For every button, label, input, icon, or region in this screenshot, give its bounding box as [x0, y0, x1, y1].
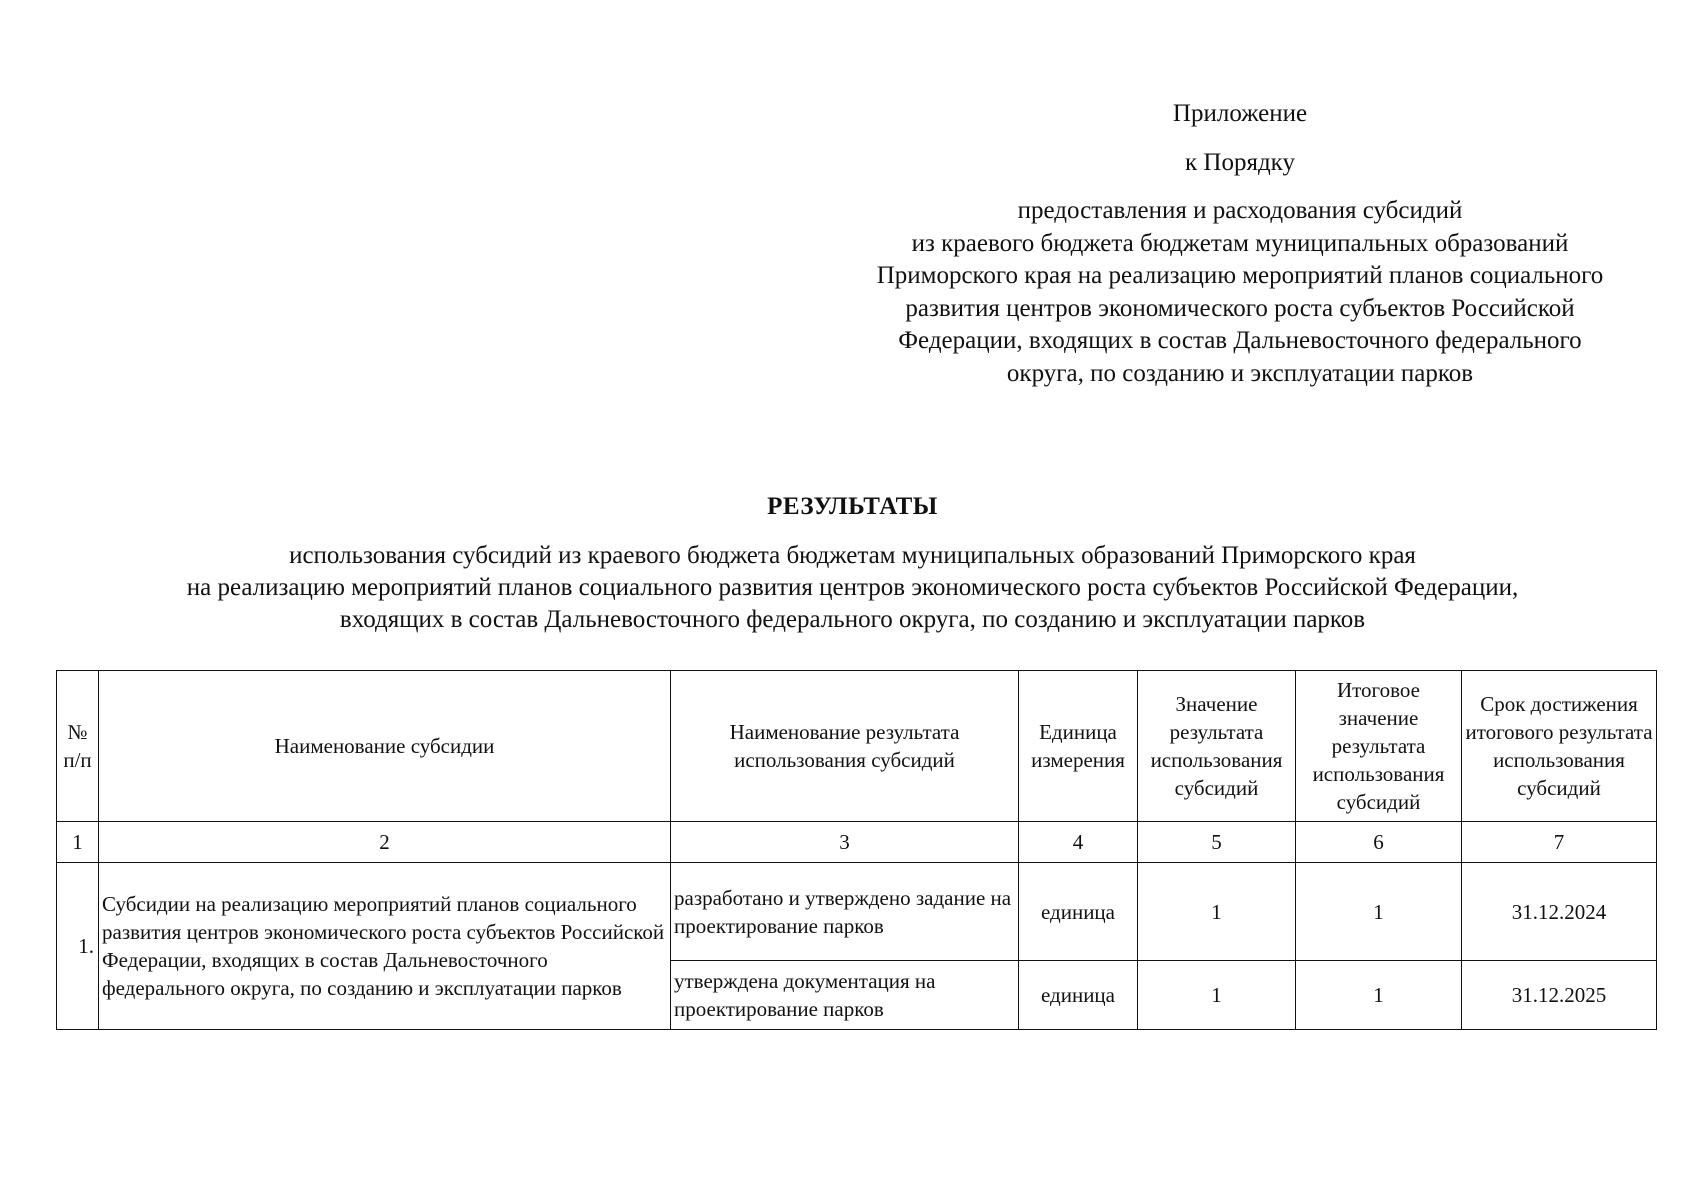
- result-name-cell: разработано и утверждено задание на проектирование парков: [671, 863, 1019, 961]
- column-number: 4: [1019, 822, 1138, 863]
- table-row: [57, 863, 1657, 961]
- header-final-value: Итоговое значение результата использования субсидий: [1296, 671, 1462, 822]
- column-number: 1: [57, 822, 99, 863]
- deadline-cell: 31.12.2024: [1462, 863, 1657, 961]
- unit-cell: единица: [1019, 863, 1138, 961]
- column-numbers-row: [57, 822, 1657, 863]
- results-subtitle-line: использования субсидий из краевого бюджета бюджетам муниципальных образований Приморского края: [289, 542, 1416, 569]
- final-value-cell: 1: [1296, 863, 1462, 961]
- column-number: 5: [1138, 822, 1296, 863]
- row-number: 1.: [57, 863, 99, 1030]
- value-cell: 1: [1138, 863, 1296, 961]
- header-subsidy-name: Наименование субсидии: [99, 671, 671, 822]
- header-result-name: Наименование результата использования субсидий: [671, 671, 1019, 822]
- subsidy-name-cell: Субсидии на реализацию мероприятий планов социального развития центров экономического роста субъектов Российской Федерации, входящих в состав Дальневосточного федерального округа, по созданию и эксплуатации парков: [99, 863, 671, 1030]
- result-name-cell: утверждена документация на проектирование парков: [671, 961, 1019, 1030]
- results-table: [56, 670, 1657, 1030]
- appendix-line: округа, по созданию и эксплуатации парков: [1006, 359, 1474, 387]
- appendix-to-order: к Порядку: [1185, 148, 1295, 176]
- appendix-title: Приложение: [1172, 100, 1308, 127]
- header-unit: Единица измерения: [1019, 671, 1138, 822]
- value-cell: 1: [1138, 961, 1296, 1030]
- appendix-line: из краевого бюджета бюджетам муниципальных образований: [911, 229, 1569, 257]
- header-value: Значение результата использования субсидий: [1138, 671, 1296, 822]
- final-value-cell: 1: [1296, 961, 1462, 1030]
- appendix-line: развития центров экономического роста субъектов Российской: [905, 294, 1575, 322]
- header-deadline: Срок достижения итогового результата использования субсидий: [1462, 671, 1657, 822]
- unit-cell: единица: [1019, 961, 1138, 1030]
- results-subtitle: [0, 540, 1697, 636]
- table-header-row: [57, 671, 1657, 822]
- deadline-cell: 31.12.2025: [1462, 961, 1657, 1030]
- header-number: № п/п: [57, 671, 99, 822]
- results-subtitle-line: на реализацию мероприятий планов социального развития центров экономического роста субъектов Российской Федерации,: [186, 574, 1519, 601]
- results-subtitle-line: входящих в состав Дальневосточного федерального округа, по созданию и эксплуатации парков: [339, 606, 1366, 633]
- appendix-line: предоставления и расходования субсидий: [1017, 197, 1463, 224]
- appendix-line: Приморского края на реализацию мероприятий планов социального: [876, 262, 1604, 289]
- column-number: 7: [1462, 822, 1657, 863]
- column-number: 3: [671, 822, 1019, 863]
- column-number: 2: [99, 822, 671, 863]
- appendix-line: Федерации, входящих в состав Дальневосточного федерального: [898, 327, 1582, 354]
- results-title: РЕЗУЛЬТАТЫ: [767, 493, 938, 520]
- column-number: 6: [1296, 822, 1462, 863]
- appendix-description: [800, 195, 1680, 390]
- appendix-header: [800, 98, 1680, 390]
